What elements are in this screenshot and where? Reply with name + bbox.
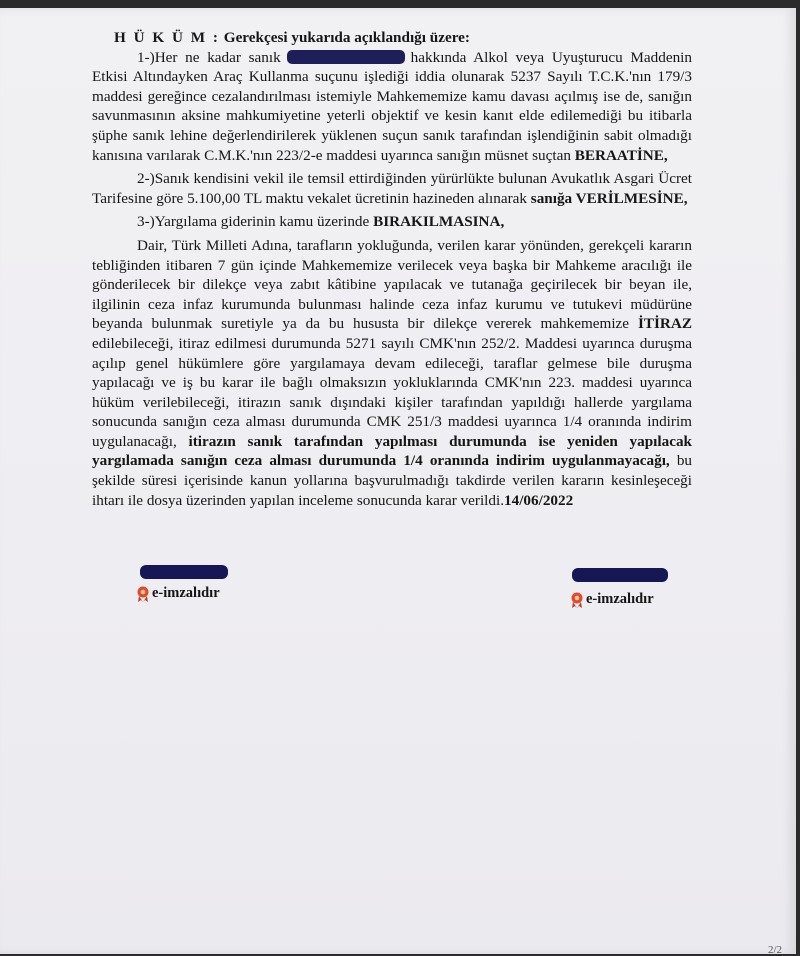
p3-text: 3-)Yargılama giderinin kamu üzerinde [137,213,370,231]
page-number: 2/2 [767,944,782,956]
hukum-subtitle: Gerekçesi yukarıda açıklandığı üzere: [223,29,470,46]
p4-part-c: bu şekilde süresi içerisinde kanun yollarına başvurulmadığı takdirde verilen kararın kesinleşeceği ihtarı ile dosya üzerinden yapılan inceleme sonucunda karar verildi. [92,452,693,509]
seal-icon [136,586,150,602]
p4-part-a: Dair, Türk Milleti Adına, tarafların yokluğunda, verilen karar yönünden, gerekçeli kararın tebliğinden itibaren 7 gün içinde Mahkememize verilecek veya başka bir Mahkeme aracılığı ile gönderilecek bir dilekçe veya zabıt kâtibine yapılacak ve tutanağa geçirilecek bir beyan ile, ilgilinin ceza infaz kurumunda bulunması halinde ceza infaz kurumu ve tutukevi müdürüne beyanda bulunmak suretiyle ya da bu hususta bir dilekçe vererek mahkememize [92,236,692,333]
p4-part-b: edilebileceği, itiraz edilmesi durumunda 5271 sayılı CMK'nın 252/2. Maddesi uyarınca duruşma açılıp genel hükümlere göre yargılamaya devam edileceği, taraflar gelmese bile duruşma yapılacağı ve iş bu karar ile bağlı olmaksızın yokluklarında CMK'nın 223. maddesi uyarınca hüküm verilebileceği, itirazın sanık dışındaki kişiler tarafından yapıldığı hallerde yargılama sonucunda sanığın ceza alması durumunda CMK 251/3 maddesi uyarınca 1/4 oranında indirim uygulanacağı, [92,334,692,450]
itiraz: İTİRAZ [637,315,692,333]
p1-prefix: 1-)Her ne kadar sanık [137,48,281,66]
verdict-heading [92,28,692,48]
itiraz-note: itirazın sanık tarafından yapılması durumunda ise yeniden yapılacak yargılamada sanığın ceza alması durumunda 1/4 oranında indirim uygulanmayacağı, [92,432,692,470]
p1-rest: hakkında Alkol veya Uyuşturucu Maddenin Etkisi Altındayken Araç Kullanma suçunu işlediği iddia olunarak 5237 Sayılı T.C.K.'nın 179/3 maddesi gereğince cezalandırılması istemiyle Mahkememize kamu davası açılmış ise de, sanığın savunmasının aksine mahkumiyetine yeterli objektif ve kesin kanıt elde edilemediği bu itibarla şüphe sanık lehine değerlendirilerek yüklenen suçun sanık tarafından işlendiğinin sabit olmadığı kanısına varılarak C.M.K.'nın 223/2-e maddesi uyarınca sanığın müsnet suçtan [92,48,692,164]
document-page [0,8,796,954]
seal-icon [570,592,584,608]
left-signature [136,585,220,602]
verilmesine: sanığa VERİLMESİNE, [530,189,688,207]
right-signature [570,591,654,608]
paragraph-3 [92,212,692,232]
paragraph-4 [92,236,692,510]
right-signer-redacted [572,568,668,582]
left-signer-redacted [140,565,228,579]
decision-date: 14/06/2022 [504,491,574,509]
verdict-text [92,28,692,510]
beraatine: BERAATİNE, [574,146,668,164]
redacted-name [287,50,405,64]
paragraph-1 [92,48,692,166]
hukum-title: H Ü K Ü M : [114,29,220,46]
p2-text: 2-)Sanık kendisini vekil ile temsil ettirdiğinden yürürlükte bulunan Avukatlık Asgari Ücret Tarifesine göre 5.100,00 TL maktu vekalet ücretinin hazineden alınarak [92,170,692,207]
left-e-imza-label: e-imzalıdır [152,585,220,601]
right-e-imza-label: e-imzalıdır [586,591,654,607]
birakilmasina: BIRAKILMASINA, [373,213,505,231]
paragraph-2 [92,169,692,208]
